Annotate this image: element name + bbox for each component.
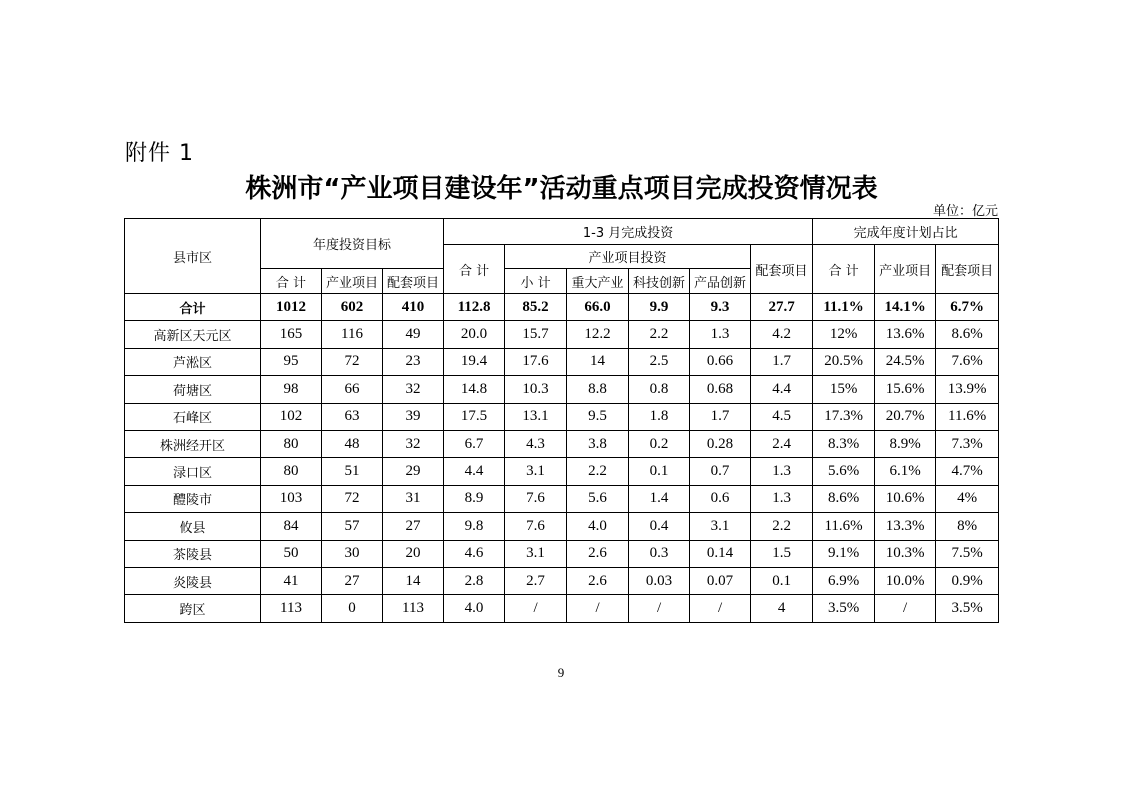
header-tech-innovation: 科技创新 bbox=[629, 269, 690, 294]
value-cell: 17.3% bbox=[813, 403, 875, 430]
value-cell: 0.07 bbox=[690, 567, 751, 594]
value-cell: / bbox=[629, 595, 690, 622]
header-annual-target: 年度投资目标 bbox=[261, 219, 444, 269]
value-cell: 2.5 bbox=[629, 348, 690, 375]
value-cell: 20.7% bbox=[875, 403, 936, 430]
district-cell: 炎陵县 bbox=[125, 567, 261, 594]
value-cell: 14 bbox=[383, 567, 444, 594]
value-cell: / bbox=[690, 595, 751, 622]
table-row bbox=[125, 567, 999, 594]
value-cell: 0.4 bbox=[629, 513, 690, 540]
value-cell: 23 bbox=[383, 348, 444, 375]
value-cell: 4.7% bbox=[936, 458, 999, 485]
value-cell: 2.2 bbox=[751, 513, 813, 540]
value-cell: 27 bbox=[322, 567, 383, 594]
value-cell: 6.1% bbox=[875, 458, 936, 485]
value-cell: 12% bbox=[813, 321, 875, 348]
annex-label: 附件 1 bbox=[125, 141, 194, 166]
value-cell: 7.5% bbox=[936, 540, 999, 567]
value-cell: 602 bbox=[322, 294, 383, 321]
value-cell: 0.68 bbox=[690, 376, 751, 403]
district-cell: 高新区天元区 bbox=[125, 321, 261, 348]
value-cell: 1.3 bbox=[751, 458, 813, 485]
value-cell: 2.7 bbox=[505, 567, 567, 594]
value-cell: 0.1 bbox=[751, 567, 813, 594]
value-cell: / bbox=[505, 595, 567, 622]
value-cell: 1.4 bbox=[629, 485, 690, 512]
header-ratio-total: 合 计 bbox=[813, 245, 875, 294]
value-cell: 0.9% bbox=[936, 567, 999, 594]
value-cell: 4 bbox=[751, 595, 813, 622]
header-product-innovation: 产品创新 bbox=[690, 269, 751, 294]
value-cell: 8.3% bbox=[813, 430, 875, 457]
value-cell: 11.1% bbox=[813, 294, 875, 321]
value-cell: 4.6 bbox=[444, 540, 505, 567]
value-cell: 9.8 bbox=[444, 513, 505, 540]
district-cell: 石峰区 bbox=[125, 403, 261, 430]
page-number: 9 bbox=[557, 665, 565, 680]
value-cell: 3.1 bbox=[505, 540, 567, 567]
value-cell: 2.2 bbox=[567, 458, 629, 485]
value-cell: 6.7 bbox=[444, 430, 505, 457]
value-cell: 39 bbox=[383, 403, 444, 430]
total-row bbox=[125, 294, 999, 321]
value-cell: 10.6% bbox=[875, 485, 936, 512]
header-ratio: 完成年度计划占比 bbox=[813, 219, 999, 245]
value-cell: 1.3 bbox=[751, 485, 813, 512]
value-cell: 9.3 bbox=[690, 294, 751, 321]
value-cell: 1.7 bbox=[690, 403, 751, 430]
header-ratio-support: 配套项目 bbox=[936, 245, 999, 294]
header-subtotal: 小 计 bbox=[505, 269, 567, 294]
value-cell: 4.5 bbox=[751, 403, 813, 430]
value-cell: 15.7 bbox=[505, 321, 567, 348]
value-cell: 20.5% bbox=[813, 348, 875, 375]
value-cell: 66.0 bbox=[567, 294, 629, 321]
value-cell: 14 bbox=[567, 348, 629, 375]
value-cell: 1012 bbox=[261, 294, 322, 321]
value-cell: 9.1% bbox=[813, 540, 875, 567]
value-cell: 7.6 bbox=[505, 513, 567, 540]
district-cell: 株洲经开区 bbox=[125, 430, 261, 457]
value-cell: 6.9% bbox=[813, 567, 875, 594]
value-cell: 10.0% bbox=[875, 567, 936, 594]
value-cell: 2.4 bbox=[751, 430, 813, 457]
value-cell: 12.2 bbox=[567, 321, 629, 348]
value-cell: 0.1 bbox=[629, 458, 690, 485]
value-cell: 0.14 bbox=[690, 540, 751, 567]
value-cell: 13.1 bbox=[505, 403, 567, 430]
value-cell: 7.3% bbox=[936, 430, 999, 457]
table-row bbox=[125, 485, 999, 512]
value-cell: 80 bbox=[261, 458, 322, 485]
value-cell: 8.9% bbox=[875, 430, 936, 457]
value-cell: 98 bbox=[261, 376, 322, 403]
value-cell: 1.7 bbox=[751, 348, 813, 375]
value-cell: 4.0 bbox=[567, 513, 629, 540]
value-cell: 95 bbox=[261, 348, 322, 375]
value-cell: 3.8 bbox=[567, 430, 629, 457]
value-cell: 20 bbox=[383, 540, 444, 567]
table-body bbox=[125, 294, 999, 623]
value-cell: 32 bbox=[383, 430, 444, 457]
value-cell: 102 bbox=[261, 403, 322, 430]
table-row bbox=[125, 513, 999, 540]
value-cell: 50 bbox=[261, 540, 322, 567]
value-cell: 31 bbox=[383, 485, 444, 512]
unit-label: 单位：亿元 bbox=[932, 204, 998, 219]
value-cell: 49 bbox=[383, 321, 444, 348]
value-cell: 0.66 bbox=[690, 348, 751, 375]
value-cell: 0.03 bbox=[629, 567, 690, 594]
value-cell: 5.6% bbox=[813, 458, 875, 485]
value-cell: 4.4 bbox=[751, 376, 813, 403]
value-cell: 4.4 bbox=[444, 458, 505, 485]
header-target-industry: 产业项目 bbox=[322, 269, 383, 294]
value-cell: 27 bbox=[383, 513, 444, 540]
header-industry-investment: 产业项目投资 bbox=[505, 245, 751, 269]
value-cell: 7.6% bbox=[936, 348, 999, 375]
district-cell: 茶陵县 bbox=[125, 540, 261, 567]
value-cell: 57 bbox=[322, 513, 383, 540]
header-target-support: 配套项目 bbox=[383, 269, 444, 294]
district-cell: 荷塘区 bbox=[125, 376, 261, 403]
value-cell: 165 bbox=[261, 321, 322, 348]
value-cell: 3.5% bbox=[936, 595, 999, 622]
value-cell: 72 bbox=[322, 485, 383, 512]
value-cell: 41 bbox=[261, 567, 322, 594]
value-cell: 1.3 bbox=[690, 321, 751, 348]
district-cell: 攸县 bbox=[125, 513, 261, 540]
value-cell: 15% bbox=[813, 376, 875, 403]
value-cell: 1.5 bbox=[751, 540, 813, 567]
value-cell: 0.3 bbox=[629, 540, 690, 567]
table-row bbox=[125, 430, 999, 457]
value-cell: 32 bbox=[383, 376, 444, 403]
district-cell: 醴陵市 bbox=[125, 485, 261, 512]
header-q1-support: 配套项目 bbox=[751, 245, 813, 294]
value-cell: 10.3 bbox=[505, 376, 567, 403]
value-cell: 2.2 bbox=[629, 321, 690, 348]
value-cell: 113 bbox=[383, 595, 444, 622]
value-cell: 116 bbox=[322, 321, 383, 348]
value-cell: 30 bbox=[322, 540, 383, 567]
table-row bbox=[125, 540, 999, 567]
value-cell: 13.3% bbox=[875, 513, 936, 540]
value-cell: 0.6 bbox=[690, 485, 751, 512]
value-cell: 14.1% bbox=[875, 294, 936, 321]
value-cell: 8.8 bbox=[567, 376, 629, 403]
value-cell: 3.1 bbox=[690, 513, 751, 540]
value-cell: 4.2 bbox=[751, 321, 813, 348]
value-cell: 4.3 bbox=[505, 430, 567, 457]
value-cell: 19.4 bbox=[444, 348, 505, 375]
value-cell: 17.6 bbox=[505, 348, 567, 375]
document-title: 株洲市“产业项目建设年”活动重点项目完成投资情况表 bbox=[245, 174, 878, 204]
header-major-industry: 重大产业 bbox=[567, 269, 629, 294]
value-cell: 0.2 bbox=[629, 430, 690, 457]
value-cell: 3.1 bbox=[505, 458, 567, 485]
value-cell: 29 bbox=[383, 458, 444, 485]
district-cell: 跨区 bbox=[125, 595, 261, 622]
value-cell: 13.6% bbox=[875, 321, 936, 348]
value-cell: 11.6% bbox=[936, 403, 999, 430]
value-cell: 7.6 bbox=[505, 485, 567, 512]
value-cell: 51 bbox=[322, 458, 383, 485]
value-cell: 3.5% bbox=[813, 595, 875, 622]
value-cell: 85.2 bbox=[505, 294, 567, 321]
value-cell: 2.8 bbox=[444, 567, 505, 594]
district-cell: 渌口区 bbox=[125, 458, 261, 485]
value-cell: 112.8 bbox=[444, 294, 505, 321]
table-row bbox=[125, 403, 999, 430]
value-cell: 14.8 bbox=[444, 376, 505, 403]
value-cell: 15.6% bbox=[875, 376, 936, 403]
value-cell: 0.7 bbox=[690, 458, 751, 485]
table-row bbox=[125, 458, 999, 485]
value-cell: 20.0 bbox=[444, 321, 505, 348]
value-cell: 4% bbox=[936, 485, 999, 512]
value-cell: 48 bbox=[322, 430, 383, 457]
value-cell: 8.6% bbox=[936, 321, 999, 348]
value-cell: 5.6 bbox=[567, 485, 629, 512]
table-row bbox=[125, 321, 999, 348]
value-cell: 27.7 bbox=[751, 294, 813, 321]
value-cell: 8% bbox=[936, 513, 999, 540]
value-cell: 8.6% bbox=[813, 485, 875, 512]
header-target-total: 合 计 bbox=[261, 269, 322, 294]
value-cell: 1.8 bbox=[629, 403, 690, 430]
value-cell: 13.9% bbox=[936, 376, 999, 403]
value-cell: 84 bbox=[261, 513, 322, 540]
header-district: 县市区 bbox=[125, 219, 261, 294]
value-cell: 24.5% bbox=[875, 348, 936, 375]
value-cell: 17.5 bbox=[444, 403, 505, 430]
investment-table bbox=[124, 218, 999, 623]
value-cell: 8.9 bbox=[444, 485, 505, 512]
value-cell: 103 bbox=[261, 485, 322, 512]
table-row bbox=[125, 376, 999, 403]
district-cell: 芦淞区 bbox=[125, 348, 261, 375]
value-cell: 4.0 bbox=[444, 595, 505, 622]
value-cell: 11.6% bbox=[813, 513, 875, 540]
value-cell: 6.7% bbox=[936, 294, 999, 321]
value-cell: 72 bbox=[322, 348, 383, 375]
value-cell: / bbox=[875, 595, 936, 622]
value-cell: 0.28 bbox=[690, 430, 751, 457]
value-cell: / bbox=[567, 595, 629, 622]
value-cell: 113 bbox=[261, 595, 322, 622]
value-cell: 2.6 bbox=[567, 540, 629, 567]
table-row bbox=[125, 348, 999, 375]
value-cell: 410 bbox=[383, 294, 444, 321]
header-q1-total: 合 计 bbox=[444, 245, 505, 294]
value-cell: 9.9 bbox=[629, 294, 690, 321]
district-cell: 合计 bbox=[125, 294, 261, 321]
value-cell: 9.5 bbox=[567, 403, 629, 430]
value-cell: 0.8 bbox=[629, 376, 690, 403]
value-cell: 66 bbox=[322, 376, 383, 403]
header-q1-done: 1-3 月完成投资 bbox=[444, 219, 813, 245]
value-cell: 80 bbox=[261, 430, 322, 457]
value-cell: 10.3% bbox=[875, 540, 936, 567]
table-row bbox=[125, 595, 999, 622]
value-cell: 0 bbox=[322, 595, 383, 622]
value-cell: 63 bbox=[322, 403, 383, 430]
header-ratio-industry: 产业项目 bbox=[875, 245, 936, 294]
value-cell: 2.6 bbox=[567, 567, 629, 594]
